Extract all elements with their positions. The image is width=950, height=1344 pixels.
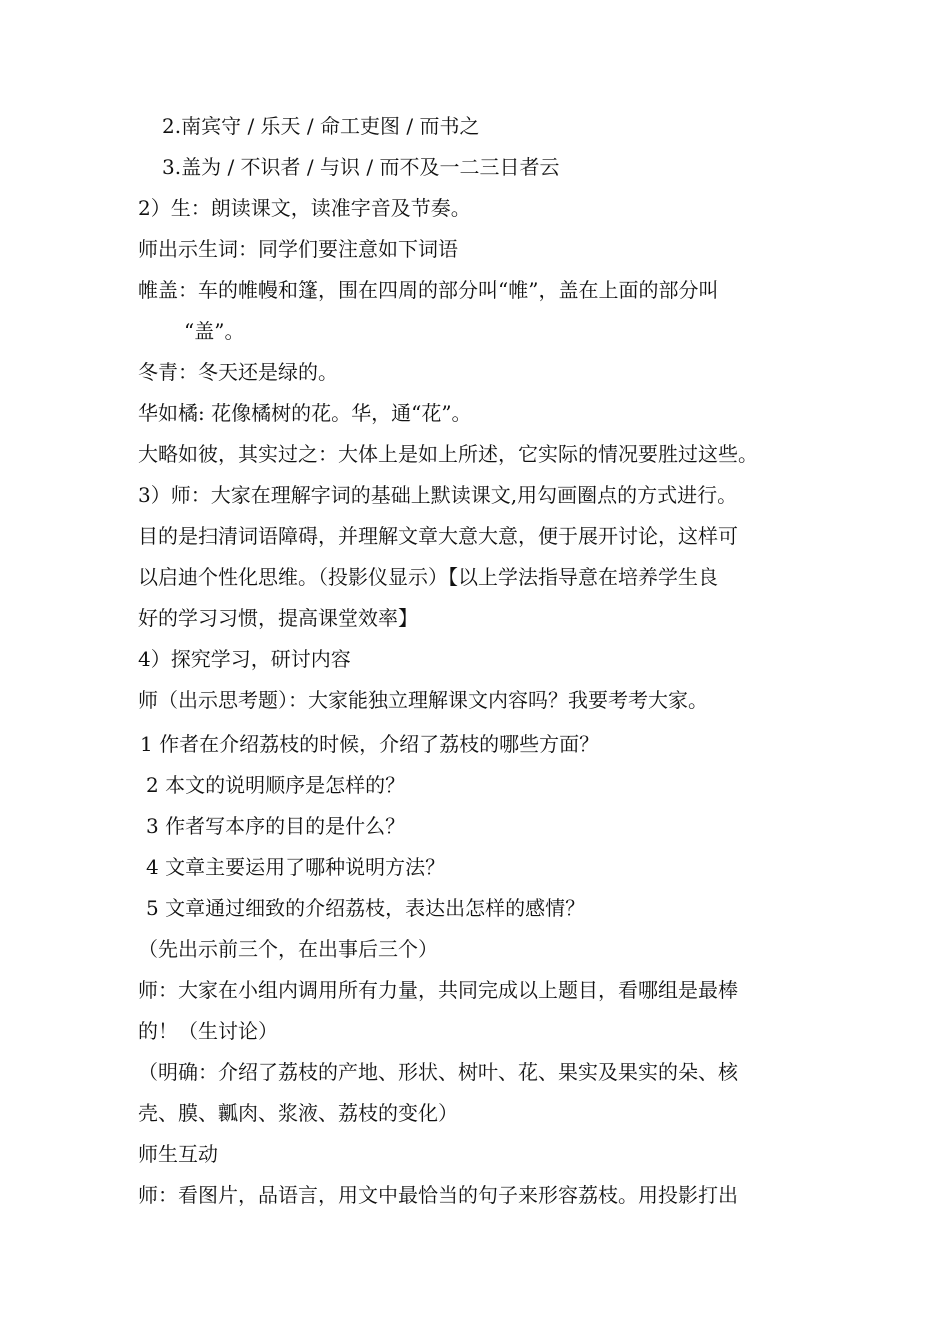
text-line: 师生互动: [138, 1142, 218, 1166]
text-line: 4）探究学习，研讨内容: [138, 647, 351, 671]
question-item: 3 作者写本序的目的是什么？: [146, 814, 406, 838]
question-item: 2 本文的说明顺序是怎样的？: [146, 773, 406, 797]
text-line: 3）师：大家在理解字词的基础上默读课文,用勾画圈点的方式进行。: [138, 483, 738, 507]
text-line: 师：大家在小组内调用所有力量，共同完成以上题目，看哪组是最棒: [138, 978, 738, 1002]
text-line: 师（出示思考题）：大家能独立理解课文内容吗？我要考考大家。: [138, 688, 708, 712]
text-line: “盖”。: [184, 319, 245, 343]
text-line: 目的是扫清词语障碍，并理解文章大意大意，便于展开讨论，这样可: [138, 524, 738, 548]
text-line: 冬青：冬天还是绿的。: [138, 360, 338, 384]
text-line: 2.南宾守 / 乐天 / 命工吏图 / 而书之: [162, 114, 480, 138]
text-line: 大略如彼，其实过之：大体上是如上所述，它实际的情况要胜过这些。: [138, 442, 758, 466]
text-line: （明确：介绍了荔枝的产地、形状、树叶、花、果实及果实的朵、核: [138, 1060, 738, 1084]
text-line: 2）生：朗读课文，读准字音及节奏。: [138, 196, 471, 220]
text-line: 师：看图片，品语言，用文中最恰当的句子来形容荔枝。用投影打出: [138, 1183, 738, 1207]
text-line: 师出示生词：同学们要注意如下词语: [138, 237, 458, 261]
question-item: 1 作者在介绍荔枝的时候，介绍了荔枝的哪些方面？: [140, 732, 600, 756]
question-item: 5 文章通过细致的介绍荔枝，表达出怎样的感情？: [146, 896, 586, 920]
text-line: 好的学习习惯，提高课堂效率】: [138, 606, 418, 630]
text-line: 华如橘: 花像橘树的花。华，通“花”。: [138, 401, 472, 425]
question-item: 4 文章主要运用了哪种说明方法？: [146, 855, 446, 879]
text-line: 壳、膜、瓤肉、浆液、荔枝的变化）: [138, 1101, 458, 1125]
text-line: 帷盖：车的帷幔和篷，围在四周的部分叫“帷”，盖在上面的部分叫: [138, 278, 719, 302]
text-line: 以启迪个性化思维。（投影仪显示）【以上学法指导意在培养学生良: [138, 565, 718, 589]
text-line: （先出示前三个，在出事后三个）: [138, 937, 438, 961]
text-line: 的！（生讨论）: [138, 1019, 278, 1043]
text-line: 3.盖为 / 不识者 / 与识 / 而不及一二三日者云: [162, 155, 560, 179]
